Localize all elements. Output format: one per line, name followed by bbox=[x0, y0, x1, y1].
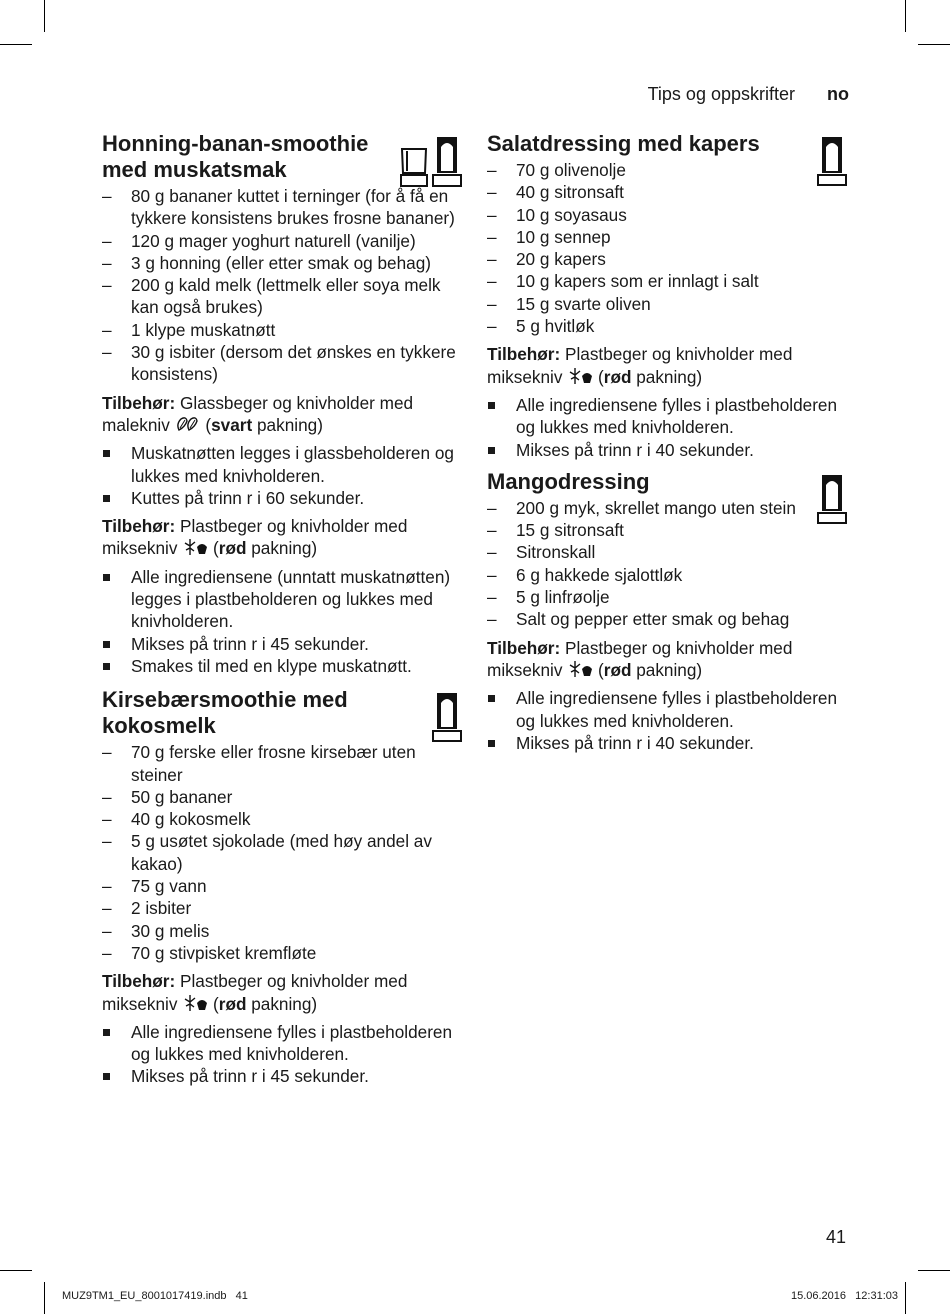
ingredient-list bbox=[487, 497, 847, 631]
ingredient-item: – 3 g honning (eller etter smak og behag) bbox=[102, 252, 462, 274]
step-item: Muskatnøtten legges i glassbeholderen og lukkes med knivholderen. bbox=[102, 442, 462, 487]
ingredient-item: – 15 g sitronsaft bbox=[487, 519, 847, 541]
ingredient-item: – 15 g svarte oliven bbox=[487, 293, 847, 315]
running-header bbox=[648, 84, 849, 105]
ingredient-item: – 70 g olivenolje bbox=[487, 159, 847, 181]
ingredient-item: – 2 isbiter bbox=[102, 897, 462, 919]
recipe-title: Honning-banan-smoothie med muskatsmak bbox=[102, 131, 369, 182]
ingredient-item: – 200 g kald melk (lettmelk eller soya melk kan også brukes) bbox=[102, 274, 462, 319]
accessory-note bbox=[487, 343, 847, 388]
step-list bbox=[487, 687, 847, 754]
recipe-title: Salatdressing med kapers bbox=[487, 131, 760, 156]
crop-mark bbox=[0, 44, 32, 45]
crop-mark bbox=[918, 44, 950, 45]
ingredient-item: – 40 g kokosmelk bbox=[102, 808, 462, 830]
step-item: Alle ingrediensene fylles i plastbeholderen og lukkes med knivholderen. bbox=[487, 687, 847, 732]
mixing-blade-icon bbox=[567, 659, 593, 679]
left-column bbox=[102, 131, 462, 1096]
page-number: 41 bbox=[826, 1227, 847, 1247]
accessory-text: Plastbeger og knivholder med miksekniv bbox=[102, 516, 408, 559]
ingredient-item: – 10 g soyasaus bbox=[487, 204, 847, 226]
ingredient-item: – 10 g kapers som er innlagt i salt bbox=[487, 270, 847, 292]
recipe-kirsebaer bbox=[102, 687, 462, 1087]
ingredient-item: – 1 klype muskatnøtt bbox=[102, 319, 462, 341]
accessory-text: Plastbeger og knivholder med miksekniv bbox=[102, 971, 408, 1014]
section-title: Tips og oppskrifter bbox=[647, 84, 795, 104]
step-item: Mikses på trinn r i 40 sekunder. bbox=[487, 732, 847, 754]
footer-file: MUZ9TM1_EU_8001017419.indb 41 bbox=[62, 1290, 248, 1302]
step-item: Alle ingrediensene (unntatt muskatnøtten) legges i plastbeholderen og lukkes med knivholderen. bbox=[102, 566, 462, 633]
step-item: Kuttes på trinn r i 60 sekunder. bbox=[102, 487, 462, 509]
step-list bbox=[102, 442, 462, 509]
ingredient-item: – 70 g stivpisket kremfløte bbox=[102, 942, 462, 964]
crop-mark bbox=[0, 1270, 32, 1271]
recipe-mangodressing bbox=[487, 469, 847, 754]
crop-mark bbox=[905, 0, 906, 32]
accessory-close: pakning) bbox=[257, 414, 323, 435]
accessory-close: pakning) bbox=[636, 659, 703, 680]
accessory-note bbox=[487, 637, 847, 682]
ingredient-list bbox=[102, 741, 462, 964]
accessory-note bbox=[102, 392, 462, 437]
accessory-label: Tilbehør: bbox=[102, 392, 176, 413]
step-item: Smakes til med en klype muskatnøtt. bbox=[102, 655, 462, 677]
accessory-color: svart bbox=[211, 414, 253, 435]
accessory-open: ( bbox=[598, 659, 604, 680]
ingredient-item: – 5 g hvitløk bbox=[487, 315, 847, 337]
ingredient-list bbox=[487, 159, 847, 337]
step-item: Mikses på trinn r i 45 sekunder. bbox=[102, 633, 462, 655]
ingredient-item: – 30 g melis bbox=[102, 920, 462, 942]
ingredient-item: – Sitronskall bbox=[487, 541, 847, 563]
step-list bbox=[487, 394, 847, 461]
recipe-title: Kirsebærsmoothie med kokosmelk bbox=[102, 687, 348, 739]
step-item: Mikses på trinn r i 40 sekunder. bbox=[487, 439, 847, 461]
accessory-label: Tilbehør: bbox=[487, 637, 561, 658]
ingredient-item: – 75 g vann bbox=[102, 875, 462, 897]
ingredient-item: – 80 g bananer kuttet i terninger (for å få en tykkere konsistens brukes frosne bananer) bbox=[102, 185, 462, 230]
ingredient-item: – 6 g hakkede sjalottløk bbox=[487, 564, 847, 586]
accessory-note bbox=[102, 970, 462, 1015]
accessory-color: rød bbox=[603, 366, 632, 387]
accessory-close: pakning) bbox=[636, 366, 703, 387]
crop-mark bbox=[905, 1282, 906, 1314]
mixing-blade-icon bbox=[567, 366, 593, 386]
accessory-color: rød bbox=[218, 538, 247, 559]
accessory-label: Tilbehør: bbox=[102, 516, 176, 537]
accessory-text: Plastbeger og knivholder med miksekniv bbox=[487, 344, 793, 387]
ingredient-item: – 5 g usøtet sjokolade (med høy andel av kakao) bbox=[102, 830, 462, 875]
accessory-open: ( bbox=[213, 538, 219, 559]
glass-jar-and-plastic-jar-icon bbox=[400, 135, 462, 189]
ingredient-item: – 200 g myk, skrellet mango uten stein bbox=[487, 497, 847, 519]
language-code: no bbox=[827, 84, 849, 104]
ingredient-item: – 70 g ferske eller frosne kirsebær uten steiner bbox=[102, 741, 462, 786]
accessory-close: pakning) bbox=[251, 538, 318, 559]
ingredient-item: – 5 g linfrøolje bbox=[487, 586, 847, 608]
crop-mark bbox=[918, 1270, 950, 1271]
footer-date: 15.06.2016 12:31:03 bbox=[790, 1290, 898, 1302]
recipe-salatdressing bbox=[487, 131, 847, 461]
ingredient-item: – 50 g bananer bbox=[102, 786, 462, 808]
mixing-blade-icon bbox=[182, 993, 208, 1013]
accessory-close: pakning) bbox=[251, 993, 318, 1014]
accessory-open: ( bbox=[205, 414, 212, 435]
accessory-text: Glassbeger og knivholder med malekniv bbox=[102, 392, 414, 435]
step-item: Mikses på trinn r i 45 sekunder. bbox=[102, 1065, 462, 1087]
ingredient-item: – 20 g kapers bbox=[487, 248, 847, 270]
accessory-color: rød bbox=[218, 993, 247, 1014]
accessory-label: Tilbehør: bbox=[102, 971, 176, 992]
accessory-color: rød bbox=[603, 659, 632, 680]
mixing-blade-icon bbox=[182, 537, 208, 557]
ingredient-list bbox=[102, 185, 462, 386]
grinding-blade-icon bbox=[175, 416, 201, 434]
accessory-label: Tilbehør: bbox=[487, 344, 561, 365]
step-list bbox=[102, 1021, 462, 1088]
step-list bbox=[102, 566, 462, 677]
step-item: Alle ingrediensene fylles i plastbeholderen og lukkes med knivholderen. bbox=[487, 394, 847, 439]
plastic-jar-icon bbox=[432, 691, 462, 743]
ingredient-item: – Salt og pepper etter smak og behag bbox=[487, 608, 847, 630]
accessory-note bbox=[102, 515, 462, 560]
right-column bbox=[487, 131, 847, 762]
accessory-text: Plastbeger og knivholder med miksekniv bbox=[487, 637, 793, 680]
ingredient-item: – 10 g sennep bbox=[487, 226, 847, 248]
crop-mark bbox=[44, 1282, 45, 1314]
crop-mark bbox=[44, 0, 45, 32]
accessory-open: ( bbox=[213, 993, 219, 1014]
ingredient-item: – 40 g sitronsaft bbox=[487, 181, 847, 203]
recipe-title: Mangodressing bbox=[487, 468, 650, 494]
step-item: Alle ingrediensene fylles i plastbeholderen og lukkes med knivholderen. bbox=[102, 1021, 462, 1066]
recipe-honning-banan bbox=[102, 131, 462, 677]
ingredient-item: – 120 g mager yoghurt naturell (vanilje) bbox=[102, 230, 462, 252]
accessory-open: ( bbox=[598, 366, 604, 387]
ingredient-item: – 30 g isbiter (dersom det ønskes en tykkere konsistens) bbox=[102, 341, 462, 386]
